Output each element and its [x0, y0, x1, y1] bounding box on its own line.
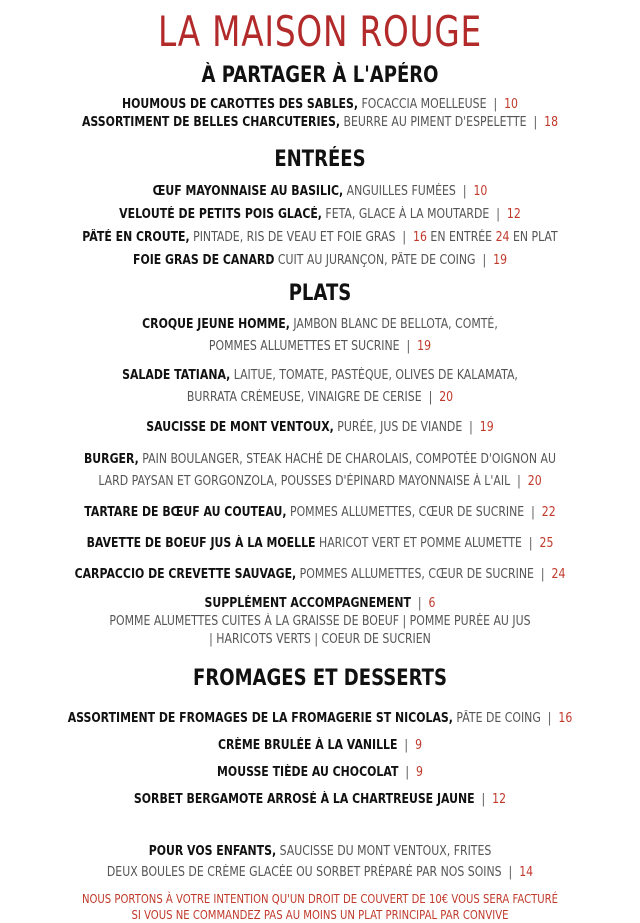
menu-item: SAUCISSE DE MONT VENTOUX, PURÉE, JUS DE VIANDE | 19	[146, 420, 494, 435]
menu-item: HOUMOUS DE CAROTTES DES SABLES, FOCACCIA MOELLEUSE | 10	[122, 97, 518, 112]
supplement-block: SUPPLÉMENT ACCOMPAGNEMENT | 6 POMME ALUMETTES CUITES À LA GRAISSE DE BOEUF | POMME PURÉE AU JUS | HARICOTS VERTS | COEUR DE SUCRIEN	[109, 596, 531, 647]
section-title-plats: PLATS	[288, 281, 352, 306]
kids-block: POUR VOS ENFANTS, SAUCISSE DU MONT VENTOUX, FRITES DEUX BOULES DE CRÈME GLACÉE OU SORBET PRÉPARÉ PAR NOS SOINS | 14	[106, 844, 534, 880]
menu-item: FOIE GRAS DE CANARD CUIT AU JURANÇON, PÂTE DE COING | 19	[132, 253, 508, 268]
menu-item: CROQUE JEUNE HOMME, JAMBON BLANC DE BELLOTA, COMTÉ, POMMES ALLUMETTES ET SUCRINE | 19	[142, 317, 498, 354]
menu-item: TARTARE DE BŒUF AU COUTEAU, POMMES ALLUMETTES, CŒUR DE SUCRINE | 22	[84, 505, 556, 520]
menu-item: BAVETTE DE BOEUF JUS À LA MOELLE HARICOT VERT ET POMME ALUMETTE | 25	[86, 536, 554, 551]
cover-charge-notice: NOUS PORTONS À VOTRE INTENTION QU'UN DROIT DE COUVERT DE 10€ VOUS SERA FACTURÉ SI VOUS NE COMMANDEZ PAS AU MOINS UN PLAT PRINCIPAL PAR CONVIVE	[81, 892, 559, 922]
section-title-desserts: FROMAGES ET DESSERTS	[193, 666, 447, 691]
menu-item: CARPACCIO DE CREVETTE SAUVAGE, POMMES ALLUMETTES, CŒUR DE SUCRINE | 24	[74, 567, 566, 582]
menu-item: CRÈME BRULÉE À LA VANILLE | 9	[217, 738, 423, 753]
section-title-entrees: ENTRÉES	[274, 147, 366, 172]
menu-item: ŒUF MAYONNAISE AU BASILIC, ANGUILLES FUMÉES | 10	[152, 184, 488, 199]
plats-items	[0, 314, 640, 649]
desserts-items	[0, 705, 640, 813]
menu-item: ASSORTIMENT DE BELLES CHARCUTERIES, BEURRE AU PIMENT D'ESPELETTE | 18	[81, 115, 559, 130]
menu-item: SORBET BERGAMOTE ARROSÉ À LA CHARTREUSE JAUNE | 12	[133, 792, 507, 807]
menu-item: BURGER, PAIN BOULANGER, STEAK HACHÉ DE CHAROLAIS, COMPOTÉE D'OIGNON AU LARD PAYSAN ET GORGONZOLA, POUSSES D'ÉPINARD MAYONNAISE À L'AIL | 20	[83, 452, 557, 489]
apero-items	[0, 96, 640, 132]
restaurant-name: LA MAISON ROUGE	[158, 7, 482, 56]
entrees-items	[0, 180, 640, 272]
section-title-apero: À PARTAGER À L'APÉRO	[201, 63, 439, 88]
menu-item: MOUSSE TIÈDE AU CHOCOLAT | 9	[217, 765, 423, 780]
menu-item: VELOUTÉ DE PETITS POIS GLACÉ, FETA, GLACE À LA MOUTARDE | 12	[119, 207, 521, 222]
menu-item: ASSORTIMENT DE FROMAGES DE LA FROMAGERIE ST NICOLAS, PÂTE DE COING | 16	[67, 711, 573, 726]
menu-item: SALADE TATIANA, LAITUE, TOMATE, PASTÈQUE, OLIVES DE KALAMATA, BURRATA CRÉMEUSE, VINAIGRE DE CERISE | 20	[122, 368, 518, 405]
menu-item: PÂTÉ EN CROUTE, PINTADE, RIS DE VEAU ET FOIE GRAS | 16 EN ENTRÉE 24 EN PLAT	[82, 230, 558, 245]
